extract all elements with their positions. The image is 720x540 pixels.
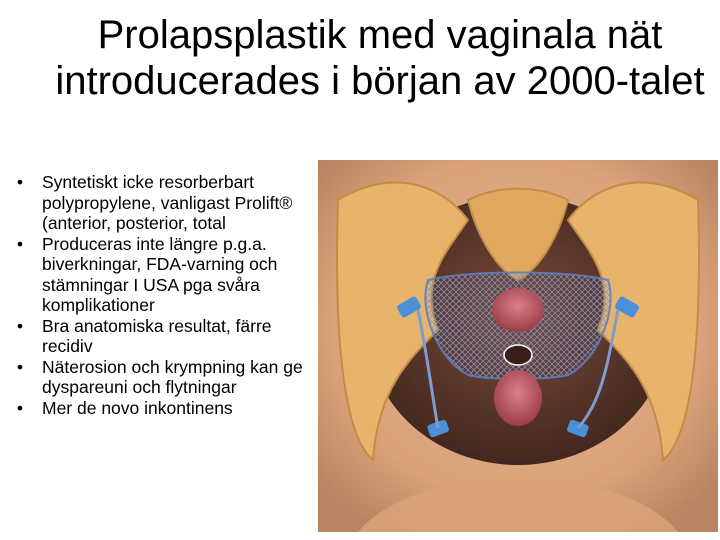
bullet-text: Mer de novo inkontinens	[42, 397, 233, 418]
bullet-dot: •	[16, 315, 24, 336]
bullet-item	[8, 357, 320, 398]
rectum-tissue	[494, 370, 542, 426]
bullet-text: Syntetiskt icke resorberbart polypropylene, vanligast Prolift® (anterior, posterior, total	[42, 172, 293, 233]
bullet-item	[8, 172, 320, 234]
bullet-dot: •	[16, 356, 24, 377]
pelvic-mesh-illustration	[318, 160, 718, 532]
bullet-dot: •	[16, 172, 24, 192]
bullet-dot: •	[16, 397, 24, 418]
bullet-text: Näterosion och krympning kan ge dyspareuni och flytningar	[42, 356, 303, 397]
slide-title: Prolapsplastik med vaginala nät introducerades i början av 2000-talet	[55, 13, 705, 103]
vaginal-opening	[504, 345, 532, 365]
bullet-item	[8, 316, 320, 357]
bullet-text: Bra anatomiska resultat, färre recidiv	[42, 315, 272, 356]
bladder-tissue	[492, 288, 544, 332]
bullet-item	[8, 398, 320, 419]
bullet-item	[8, 234, 320, 316]
bullet-dot: •	[16, 233, 24, 254]
bullet-text: Produceras inte längre p.g.a. biverkningar, FDA-varning och stämningar I USA pga svåra komplikationer	[42, 233, 278, 315]
bullet-list	[8, 172, 320, 418]
